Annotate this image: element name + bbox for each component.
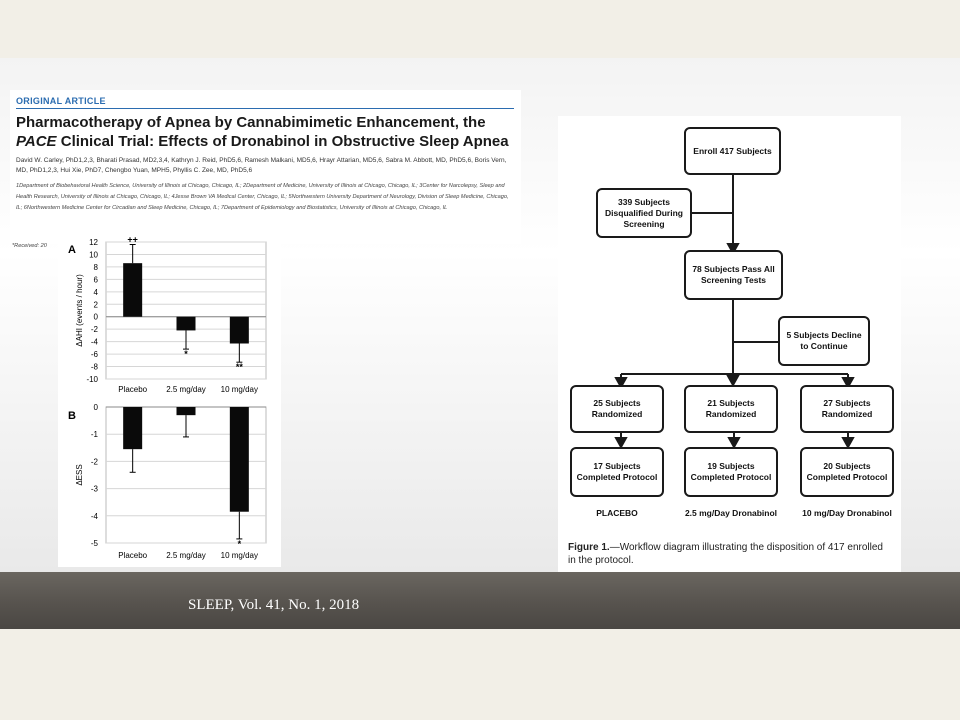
y-tick-label: -10 — [86, 375, 98, 384]
panel-letter: A — [68, 244, 76, 256]
box-disqualified: 339 Subjects Disqualified During Screening — [596, 188, 692, 238]
category-label: 10 mg/day — [220, 385, 259, 394]
article-title — [16, 113, 516, 151]
footer-band — [0, 572, 960, 629]
y-axis-label: ΔAHI (events / hour) — [75, 274, 84, 347]
bar — [177, 407, 196, 415]
box-arm-1-randomized: 25 Subjects Randomized — [570, 385, 664, 433]
y-tick-label: 6 — [93, 275, 98, 285]
box-arm-3-completed: 20 Subjects Completed Protocol — [800, 447, 894, 497]
y-tick-label: -2 — [90, 325, 98, 335]
box-enroll: Enroll 417 Subjects — [684, 127, 781, 175]
bar — [177, 317, 196, 331]
figure-caption — [568, 541, 888, 567]
arm-label-high-dose: 10 mg/Day Dronabinol — [802, 508, 892, 518]
caption-text: —Workflow diagram illustrating the disposition of 417 enrolled in the protocol. — [568, 542, 883, 566]
y-tick-label: 12 — [89, 238, 98, 247]
bar — [230, 407, 249, 512]
box-arm-2-randomized: 21 Subjects Randomized — [684, 385, 778, 433]
bar — [123, 407, 142, 449]
title-italic: PACE — [16, 133, 57, 150]
bar — [123, 263, 142, 317]
y-tick-label: -2 — [90, 457, 98, 467]
box-arm-2-completed: 19 Subjects Completed Protocol — [684, 447, 778, 497]
article-header — [10, 90, 521, 244]
y-tick-label: 0 — [93, 312, 98, 322]
bar-chart-figure — [12, 235, 281, 567]
y-tick-label: 2 — [93, 300, 98, 310]
y-tick-label: 0 — [93, 403, 98, 412]
section-rule — [16, 108, 514, 109]
y-tick-label: -3 — [90, 484, 98, 494]
category-label: 2.5 mg/day — [166, 551, 206, 560]
box-passed: 78 Subjects Pass All Screening Tests — [684, 250, 783, 300]
significance-marker: * — [237, 538, 242, 549]
category-label: Placebo — [118, 551, 148, 560]
y-axis-label: ΔESS — [75, 464, 84, 486]
significance-marker: ++ — [127, 235, 138, 245]
y-tick-label: -6 — [90, 350, 98, 360]
arrow-head — [616, 438, 626, 447]
category-label: 10 mg/day — [220, 551, 259, 560]
arrow-head — [843, 438, 853, 447]
title-part-2: Clinical Trial: Effects of Dronabinol in Obstructive Sleep Apnea — [56, 133, 509, 150]
author-list: David W. Carley, PhD1,2,3, Bharati Prasad, MD2,3,4, Kathryn J. Reid, PhD5,6, Ramesh Malkani, MD5,6, Hrayr Attarian, MD5,6, Sabra M. Abbott, MD, PhD5,6, Boris Vern, MD, PhD1,2,3, Hui Xie, PhD7, Chengbo Yuan, MPH5, Phyllis C. Zee, MD, PhD5,6 — [16, 157, 507, 174]
y-tick-label: 8 — [93, 262, 98, 272]
y-tick-label: -4 — [90, 337, 98, 347]
section-label: ORIGINAL ARTICLE — [16, 96, 106, 106]
bar-chart-svg — [58, 235, 281, 567]
box-arm-3-randomized: 27 Subjects Randomized — [800, 385, 894, 433]
title-part-1: Pharmacotherapy of Apnea by Cannabimimetic Enhancement, the — [16, 114, 486, 131]
workflow-diagram — [558, 116, 901, 578]
arrow-head — [728, 376, 738, 385]
y-tick-label: 10 — [89, 250, 98, 260]
panel-letter: B — [68, 410, 76, 422]
significance-marker: * — [184, 349, 188, 360]
received-note: *Received: 20 — [12, 243, 47, 249]
category-label: 2.5 mg/day — [166, 385, 206, 394]
y-tick-label: -8 — [90, 362, 98, 372]
significance-marker: ** — [235, 362, 243, 373]
box-declined: 5 Subjects Decline to Continue — [778, 316, 870, 366]
affiliations: 1Department of Biobehavioral Health Science, University of Illinois at Chicago, Chicago, IL; 2Department of Medicine, University of Illinois at Chicago, Chicago, IL; 3Center for Narcolepsy, Sleep and Health Research, University of Illinois at Chicago, Chicago, IL; 4Jesse Brown VA Medical Center, Chicago, IL; 5Northwestern University Department of Neurology, Division of Sleep Medicine, Chicago, IL; 6Northwestern Medicine Center for Circadian and Sleep Medicine, Chicago, IL; 7Department of Epidemiology and Biostatistics, University of Illinois at Chicago, Chicago, IL — [16, 183, 509, 211]
caption-label: Figure 1. — [568, 542, 610, 553]
y-tick-label: -5 — [90, 539, 98, 548]
arm-label-placebo: PLACEBO — [596, 508, 638, 518]
box-arm-1-completed: 17 Subjects Completed Protocol — [570, 447, 664, 497]
bar — [230, 317, 249, 344]
arm-label-low-dose: 2.5 mg/Day Dronabinol — [684, 508, 778, 518]
arrow-head — [729, 438, 739, 447]
y-tick-label: -4 — [90, 511, 98, 521]
y-tick-label: 4 — [93, 287, 98, 297]
y-tick-label: -1 — [90, 430, 98, 440]
journal-citation: SLEEP, Vol. 41, No. 1, 2018 — [188, 597, 360, 613]
category-label: Placebo — [118, 385, 148, 394]
